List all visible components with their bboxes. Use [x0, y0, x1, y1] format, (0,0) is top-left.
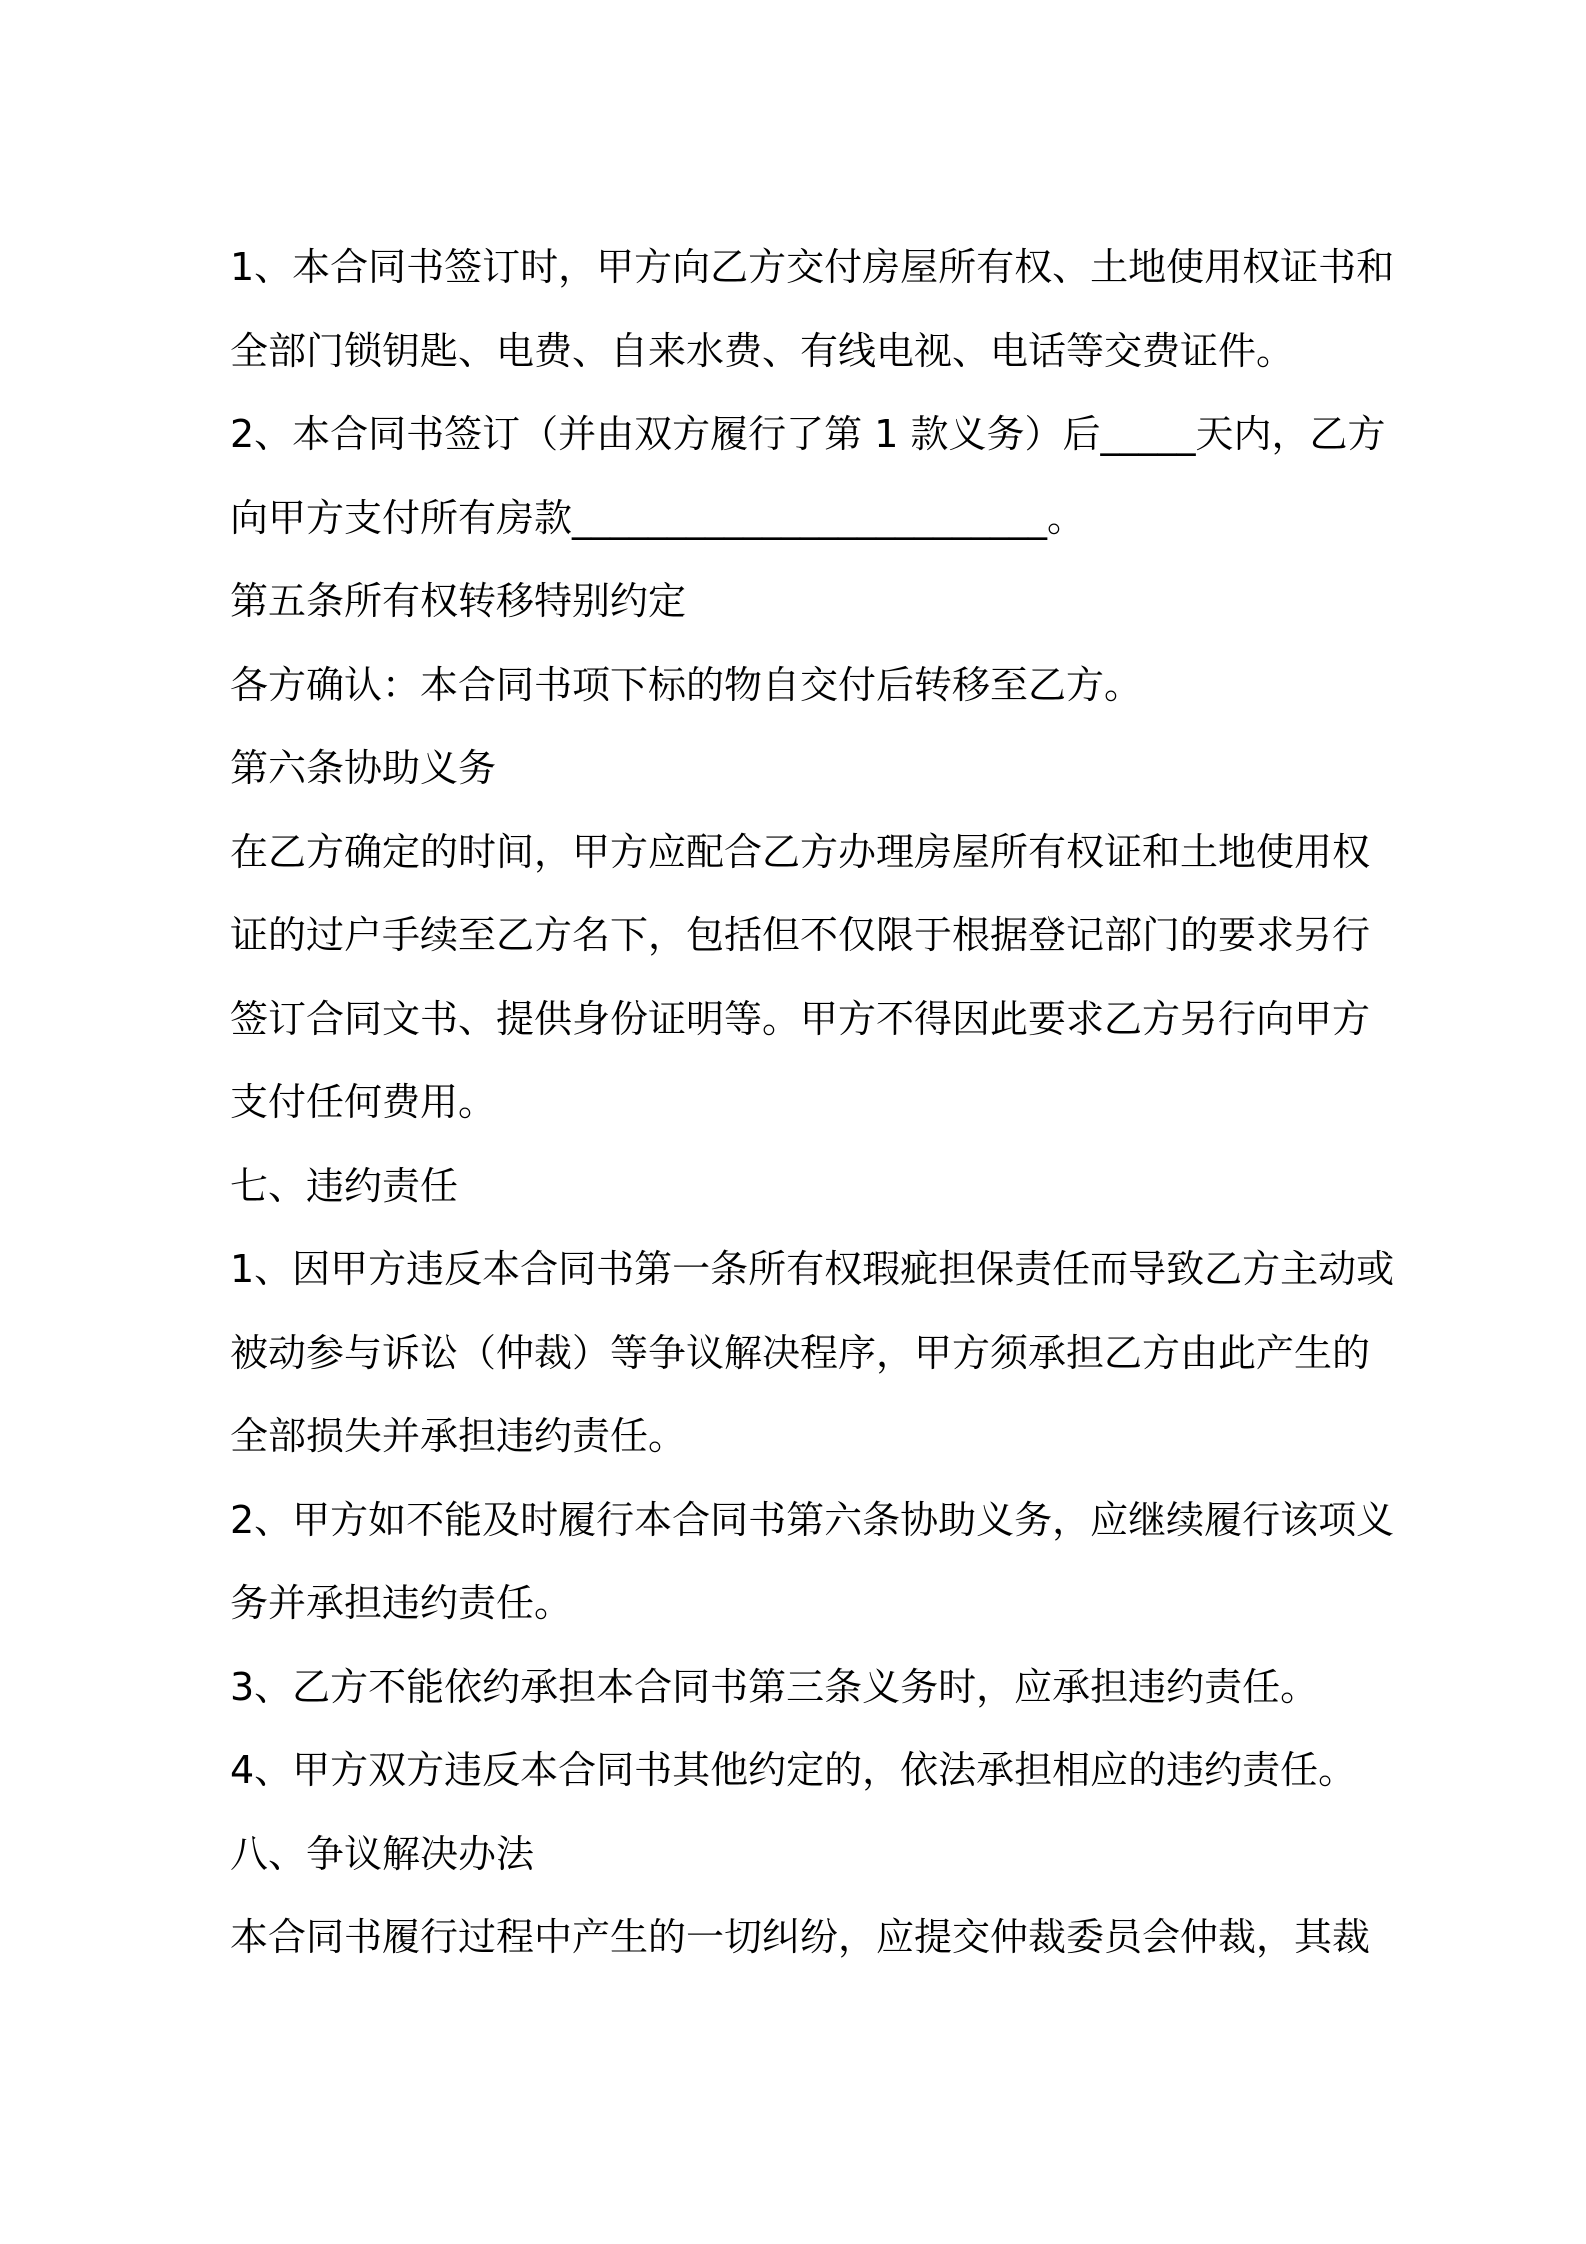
- text-line: 在乙方确定的时间，甲方应配合乙方办理房屋所有权证和土地使用权: [230, 829, 1371, 874]
- text-line: 4、甲方双方违反本合同书其他约定的，依法承担相应的违约责任。: [230, 1748, 1357, 1792]
- text-line: 本合同书履行过程中产生的一切纠纷，应提交仲裁委员会仲裁，其裁: [230, 1915, 1371, 1959]
- text-line: 向甲方支付所有房款_________________________。: [230, 495, 1086, 540]
- document-body: [230, 226, 1395, 1980]
- text-line: 全部损失并承担违约责任。: [230, 1414, 687, 1458]
- text-line: 被动参与诉讼（仲裁）等争议解决程序，甲方须承担乙方由此产生的: [230, 1330, 1371, 1375]
- text-line: 1、本合同书签订时，甲方向乙方交付房屋所有权、土地使用权证书和: [230, 245, 1395, 289]
- text-line: 1、因甲方违反本合同书第一条所有权瑕疵担保责任而导致乙方主动或: [230, 1247, 1395, 1291]
- text-line: 务并承担违约责任。: [230, 1581, 573, 1625]
- text-line: 2、甲方如不能及时履行本合同书第六条协助义务，应继续履行该项义: [230, 1497, 1395, 1542]
- text-line: 各方确认：本合同书项下标的物自交付后转移至乙方。: [230, 662, 1143, 707]
- section-heading: 第五条所有权转移特别约定: [230, 579, 687, 623]
- text-line: 证的过户手续至乙方名下，包括但不仅限于根据登记部门的要求另行: [230, 913, 1371, 957]
- text-line: 全部门锁钥匙、电费、自来水费、有线电视、电话等交费证件。: [230, 328, 1295, 373]
- text-line: 3、乙方不能依约承担本合同书第三条义务时，应承担违约责任。: [230, 1664, 1319, 1709]
- text-line: 支付任何费用。: [230, 1080, 497, 1124]
- text-line: 签订合同文书、提供身份证明等。甲方不得因此要求乙方另行向甲方: [230, 996, 1371, 1041]
- section-heading: 第六条协助义务: [230, 746, 497, 790]
- section-heading: 七、违约责任: [230, 1163, 459, 1208]
- section-heading: 八、争议解决办法: [230, 1831, 535, 1876]
- text-line: 2、本合同书签订（并由双方履行了第 1 款义务）后_____天内，乙方: [230, 412, 1386, 456]
